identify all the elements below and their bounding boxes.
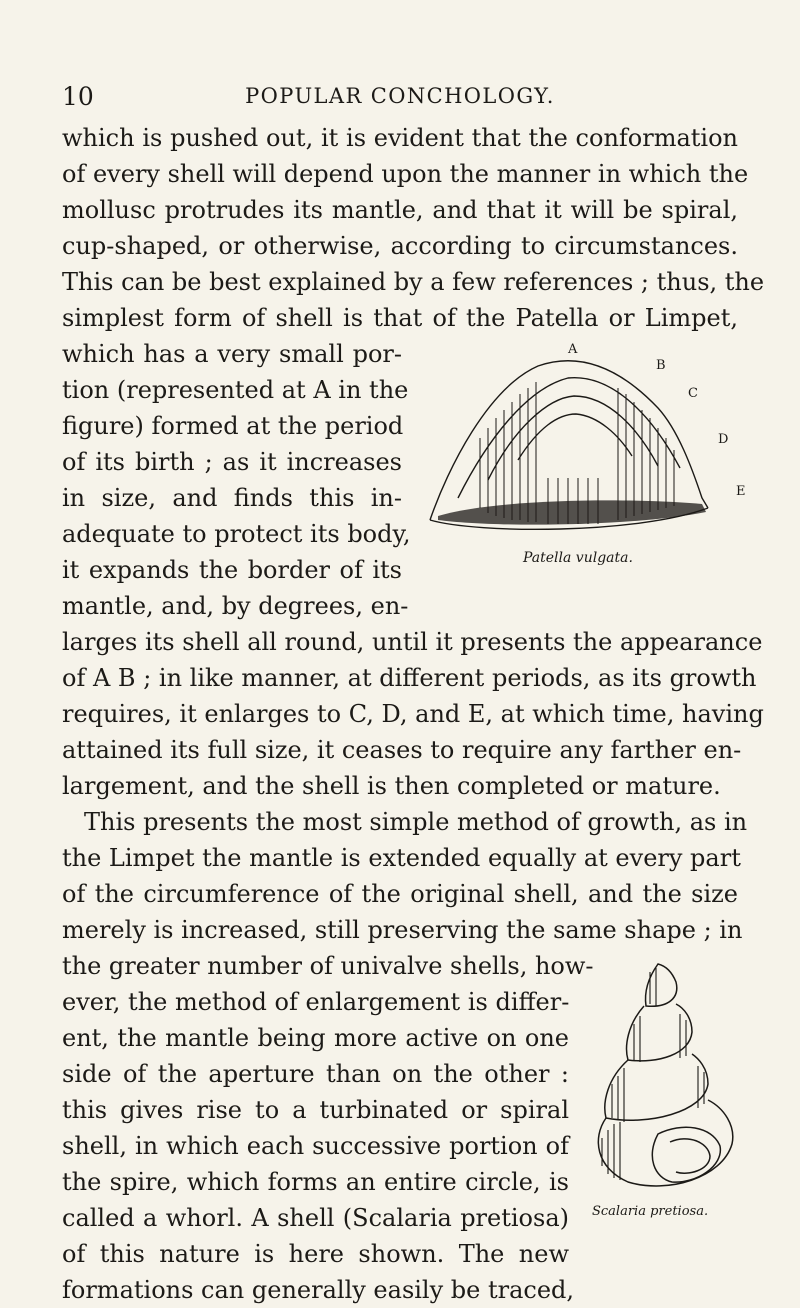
text-line: the Limpet the mantle is extended equally at every part	[62, 844, 741, 872]
text-line: requires, it enlarges to C, D, and E, at which time, having	[62, 700, 764, 728]
limpet-shell-illustration	[418, 348, 718, 548]
figure-label-a: A	[568, 342, 578, 357]
figure-label-d: D	[718, 432, 729, 447]
text-line: shell, in which each successive portion of	[62, 1132, 569, 1160]
text-line: merely is increased, still preserving the same shape ; in	[62, 916, 743, 944]
text-line: it expands the border of its	[62, 556, 402, 584]
text-line: of every shell will depend upon the manner in which the	[62, 160, 749, 188]
text-line: of the circumference of the original shell, and the size	[62, 880, 738, 908]
text-line: the spire, which forms an entire circle, is	[62, 1168, 569, 1196]
figure-caption: Scalaria pretiosa.	[592, 1204, 709, 1219]
text-line: larges its shell all round, until it presents the appearance	[62, 628, 763, 656]
page-header	[0, 82, 800, 112]
text-line: of its birth ; as it increases	[62, 448, 402, 476]
figure-label-b: B	[656, 358, 666, 373]
scalaria-figure	[588, 958, 738, 1219]
text-line: tion (represented at A in the	[62, 376, 409, 404]
figure-label-c: C	[688, 386, 698, 401]
text-line: the greater number of univalve shells, how-	[62, 952, 594, 980]
text-line: of this nature is here shown. The new	[62, 1240, 569, 1268]
text-line: ever, the method of enlargement is differ-	[62, 988, 570, 1016]
text-line: adequate to protect its body,	[62, 520, 411, 548]
figure-label-e: E	[736, 484, 746, 499]
text-line: which is pushed out, it is evident that the conformation	[62, 124, 738, 152]
patella-figure	[418, 342, 746, 566]
text-line: largement, and the shell is then completed or mature.	[62, 772, 721, 800]
wentletrap-shell-illustration	[588, 958, 738, 1198]
text-line: mantle, and, by degrees, en-	[62, 592, 409, 620]
running-title: POPULAR CONCHOLOGY.	[245, 84, 555, 108]
text-line: which has a very small por-	[62, 340, 402, 368]
text-line: ent, the mantle being more active on one	[62, 1024, 569, 1052]
text-line: This can be best explained by a few references ; thus, the	[62, 268, 765, 296]
text-line: This presents the most simple method of growth, as in	[84, 808, 748, 836]
text-line: cup-shaped, or otherwise, according to circumstances.	[62, 232, 738, 260]
text-line: side of the aperture than on the other :	[62, 1060, 569, 1088]
text-line: simplest form of shell is that of the Patella or Limpet,	[62, 304, 738, 332]
page-number: 10	[62, 82, 94, 111]
text-line: called a whorl. A shell (Scalaria pretiosa)	[62, 1204, 569, 1232]
figure-caption: Patella vulgata.	[523, 550, 633, 566]
text-line: this gives rise to a turbinated or spiral	[62, 1096, 569, 1124]
text-line: figure) formed at the period	[62, 412, 404, 440]
text-line: mollusc protrudes its mantle, and that it will be spiral,	[62, 196, 738, 224]
text-line: attained its full size, it ceases to require any farther en-	[62, 736, 742, 764]
text-line: of A B ; in like manner, at different periods, as its growth	[62, 664, 757, 692]
text-line: in size, and finds this in-	[62, 484, 402, 512]
